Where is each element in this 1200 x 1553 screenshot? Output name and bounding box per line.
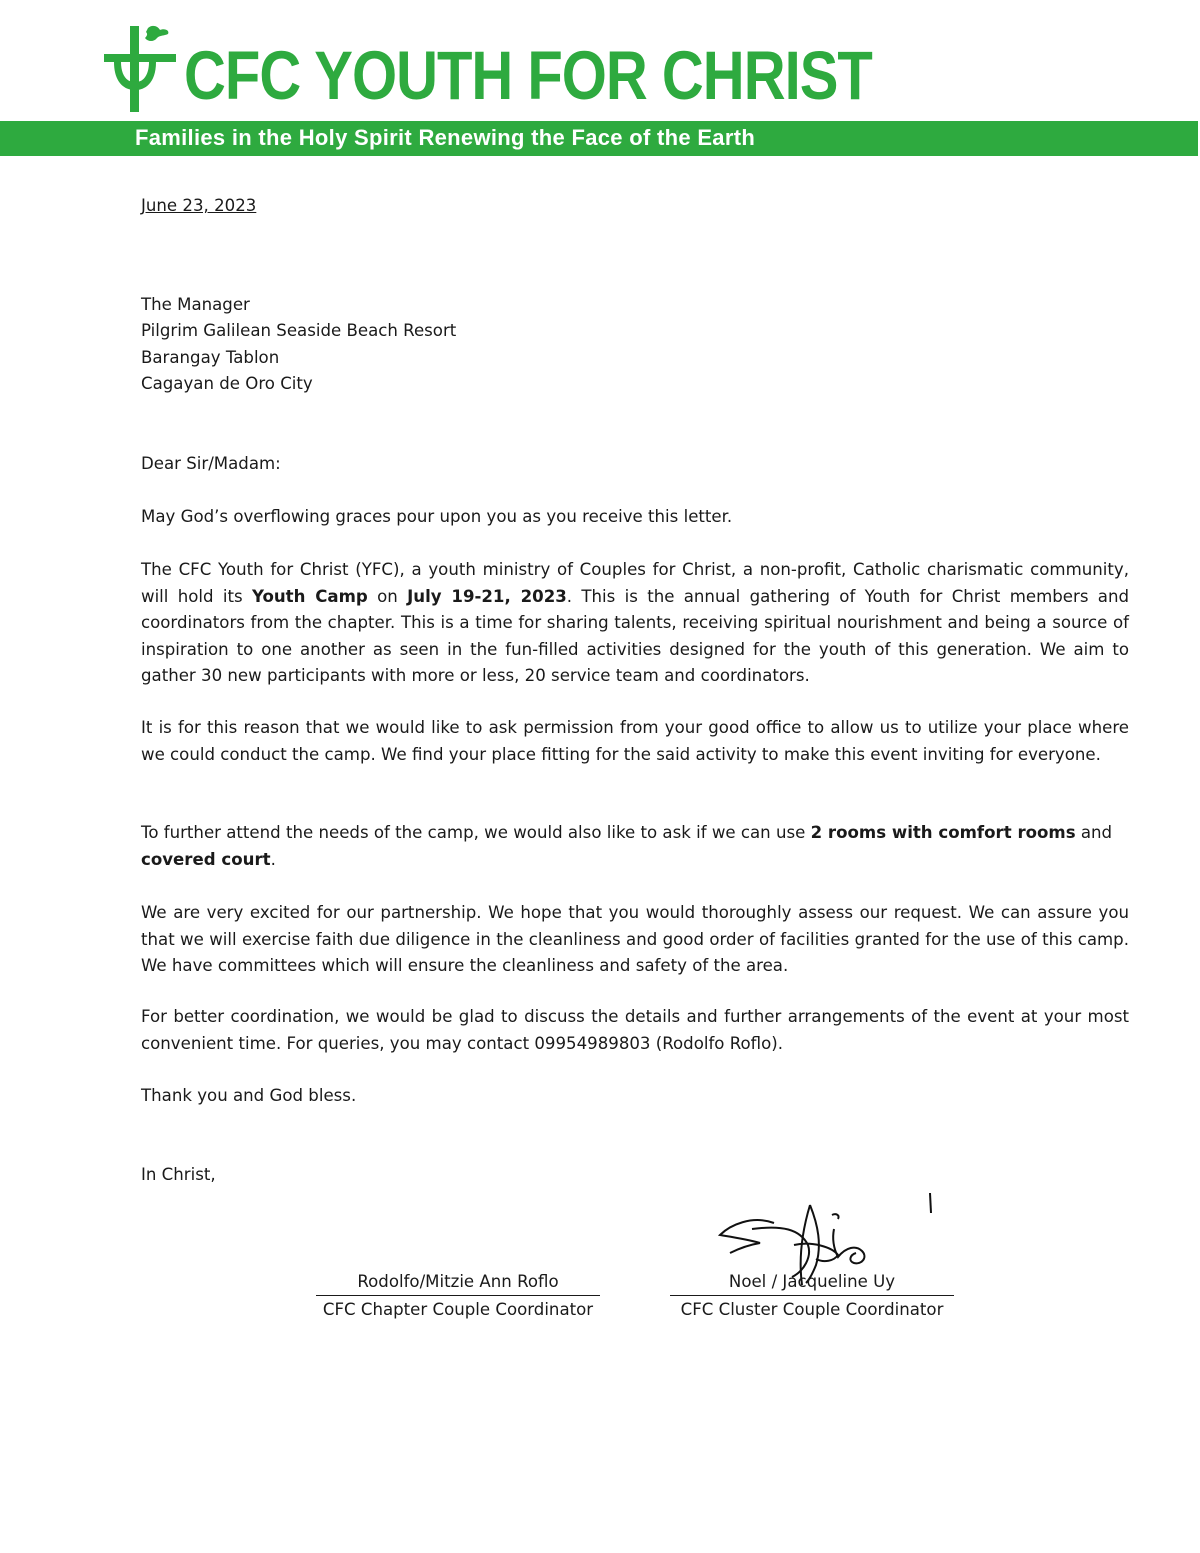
signatory-left	[316, 1268, 600, 1323]
text-run: . This is the annual gathering of Youth for Christ members and coordinators from the chapter. This is a time for sharing talents, receiving spiritual nourishment and being a source of inspiration to one another as seen in the fun-filled activities designed for the youth of this generation. We aim to gather 30 new participants with more or less, 20 service team and coordinators.	[141, 586, 1129, 685]
recipient-line: Pilgrim Galilean Seaside Beach Resort	[141, 321, 457, 341]
letter-date: June 23, 2023	[141, 196, 257, 215]
signatory-title: CFC Cluster Couple Coordinator	[680, 1300, 944, 1319]
event-paragraph	[141, 557, 1129, 690]
salutation: Dear Sir/Madam:	[141, 454, 281, 473]
closing-line: Thank you and God bless.	[141, 1086, 357, 1105]
signatory-right	[670, 1268, 954, 1323]
signatory-title: CFC Chapter Couple Coordinator	[322, 1300, 594, 1319]
recipient-line: Barangay Tablon	[141, 347, 280, 367]
tagline-banner	[0, 121, 1198, 156]
facilities-paragraph	[141, 820, 1129, 873]
text-run: and	[1075, 823, 1113, 842]
recipient-address	[141, 292, 456, 397]
brand-logo-text: CFC YOUTH FOR CHRIST	[184, 37, 872, 115]
text-run: To further attend the needs of the camp, we would also like to ask if we can use	[141, 823, 811, 842]
requested-rooms: 2 rooms with comfort rooms	[810, 823, 1076, 842]
text-run: .	[270, 849, 276, 869]
signatory-name: Rodolfo/Mitzie Ann Roflo	[316, 1268, 600, 1296]
tagline-text: Families in the Holy Spirit Renewing the Face of the Earth	[135, 125, 756, 150]
cfc-cross-dove-logo-icon	[100, 22, 180, 114]
event-dates: July 19-21, 2023	[407, 586, 567, 606]
text-run: on	[367, 586, 408, 606]
request-paragraph: It is for this reason that we would like to ask permission from your good office to allow us to utilize your place where we could conduct the camp. We find your place fitting for the said activity to make this event inviting for everyone.	[141, 718, 1129, 764]
signatory-name: Noel / Jacqueline Uy	[670, 1268, 954, 1296]
assurance-paragraph: We are very excited for our partnership. We hope that you would thoroughly assess our request. We can assure you that we will exercise faith due diligence in the cleanliness and good order of facilities granted for the use of this camp. We have committees which will ensure the cleanliness and safety of the area.	[141, 903, 1129, 975]
event-name: Youth Camp	[251, 586, 368, 606]
text-run: The CFC Youth for Christ (YFC), a youth ministry of Couples for Christ, a non-profit, Catholic charismatic community, will hold its	[141, 560, 1129, 606]
sign-off: In Christ,	[141, 1165, 216, 1184]
opening-paragraph: May God’s overflowing graces pour upon you as you receive this letter.	[141, 507, 733, 526]
recipient-line: Cagayan de Oro City	[141, 373, 313, 393]
recipient-line: The Manager	[141, 295, 250, 314]
requested-court: covered court	[141, 849, 271, 869]
coordination-paragraph: For better coordination, we would be glad to discuss the details and further arrangements of the event at your most convenient time. For queries, you may contact 09954989803 (Rodolfo Roflo).	[141, 1007, 1129, 1053]
